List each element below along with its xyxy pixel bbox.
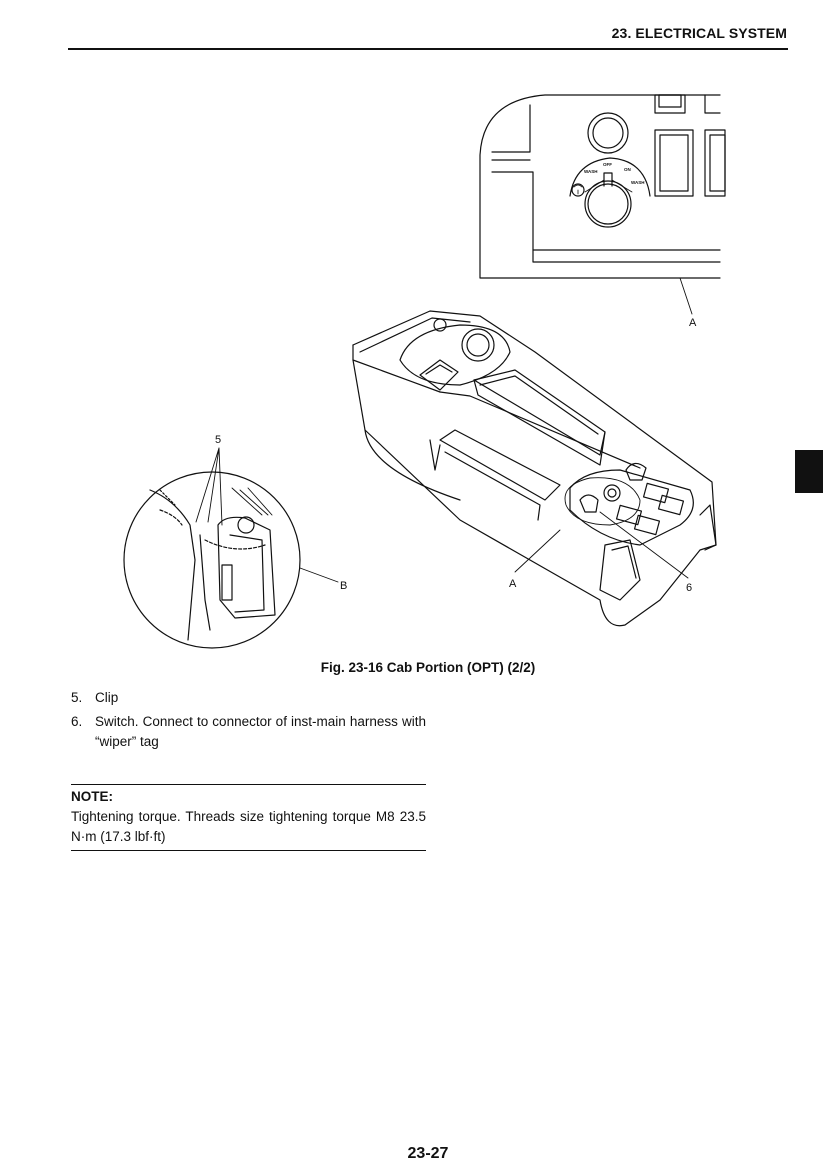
callout-b: B [340, 580, 348, 592]
switch-label-on: ON [624, 167, 631, 172]
page-number: 23-27 [407, 1145, 449, 1162]
switch-label-wash-left: WASH [584, 169, 598, 174]
switch-label-wash-right: WASH [631, 180, 645, 185]
legend-item-text: Switch. Connect to connector of inst-main harness with “wiper” tag [95, 714, 426, 749]
legend-item-number: 5. [71, 690, 83, 705]
legend-item [71, 688, 426, 708]
callout-6: 6 [686, 582, 693, 594]
note-box [71, 784, 426, 851]
figure-caption: Fig. 23-16 Cab Portion (OPT) (2/2) [320, 660, 536, 675]
detail-a-inset [480, 95, 725, 314]
legend-list [71, 688, 426, 756]
section-header: 23. ELECTRICAL SYSTEM [611, 25, 787, 41]
note-title: NOTE: [71, 789, 113, 804]
legend-item-text: Clip [95, 690, 119, 705]
note-body: Tightening torque. Threads size tightening torque M8 23.5 N·m (17.3 lbf·ft) [71, 809, 426, 844]
callout-a-top: A [689, 317, 697, 329]
legend-item-number: 6. [71, 714, 83, 729]
callout-a-main: A [509, 578, 517, 590]
detail-b-inset [124, 448, 338, 648]
legend-item [71, 712, 426, 752]
callout-5: 5 [215, 434, 222, 446]
switch-label-off: OFF [603, 162, 612, 167]
main-console [353, 311, 716, 626]
